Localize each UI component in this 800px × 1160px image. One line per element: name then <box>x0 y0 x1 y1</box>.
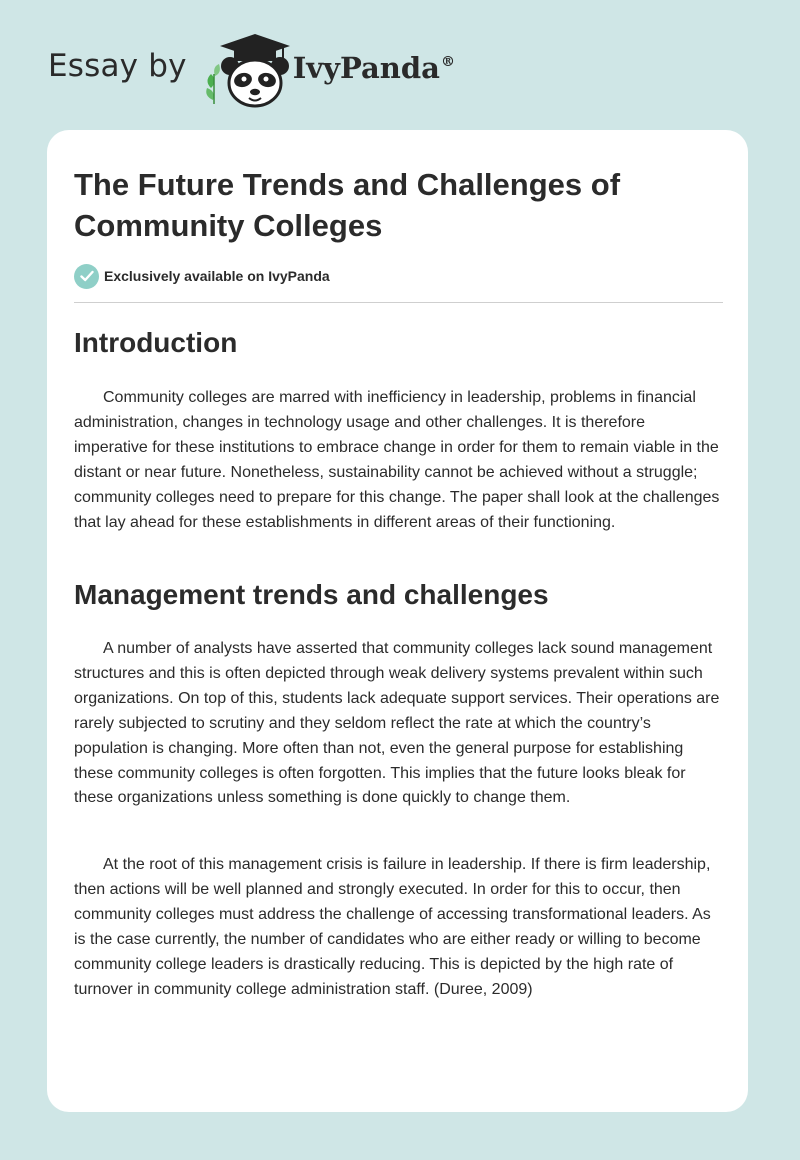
panda-logo-icon <box>201 30 291 110</box>
exclusive-badge <box>74 263 330 289</box>
title-divider <box>74 302 723 303</box>
paragraph: At the root of this management crisis is failure in leadership. If there is firm leadership, then actions will be well planned and strongly executed. In order for this to occur, then community colleges must address the challenge of accessing transformational leaders. As is the case currently, the number of candidates who are either ready or willing to become community college leaders is drastically reducing. This is depicted by the high rate of turnover in community college administration staff. (Duree, 2009) <box>74 856 711 998</box>
registered-mark: ® <box>440 54 455 70</box>
check-icon <box>74 264 99 289</box>
paragraph: Community colleges are marred with inefficiency in leadership, problems in financial administration, changes in technology usage and other challenges. It is therefore imperative for these institutions to embrace change in order for them to remain viable in the distant or near future. Nonetheless, sustainability cannot be achieved without a struggle; community colleges need to prepare for this change. The paper shall look at the challenges that lay ahead for these establishments in different areas of their functioning. <box>74 389 720 531</box>
section-heading-management: Management trends and challenges <box>74 579 549 610</box>
site-header <box>48 30 455 110</box>
brand-prefix: Essay by <box>48 48 187 84</box>
section-heading-introduction: Introduction <box>74 327 238 358</box>
essay-title: The Future Trends and Challenges of Community Colleges <box>74 167 621 243</box>
paragraph: A number of analysts have asserted that community colleges lack sound management structures and this is often depicted through weak delivery systems prevalent within such organizations. On top of this, students lack adequate support services. Their operations are rarely subjected to scrutiny and they seldom reflect the rate at which the country’s population is changing. More often than not, even the general purpose for establishing these community colleges is often forgotten. This implies that the future looks bleak for these organizations unless something is done quickly to change them. <box>74 640 720 807</box>
ivypanda-logo[interactable] <box>201 30 291 110</box>
brand-name: IvyPanda® <box>292 51 455 85</box>
badge-text: Exclusively available on IvyPanda <box>104 268 330 284</box>
essay-card <box>47 130 748 1112</box>
